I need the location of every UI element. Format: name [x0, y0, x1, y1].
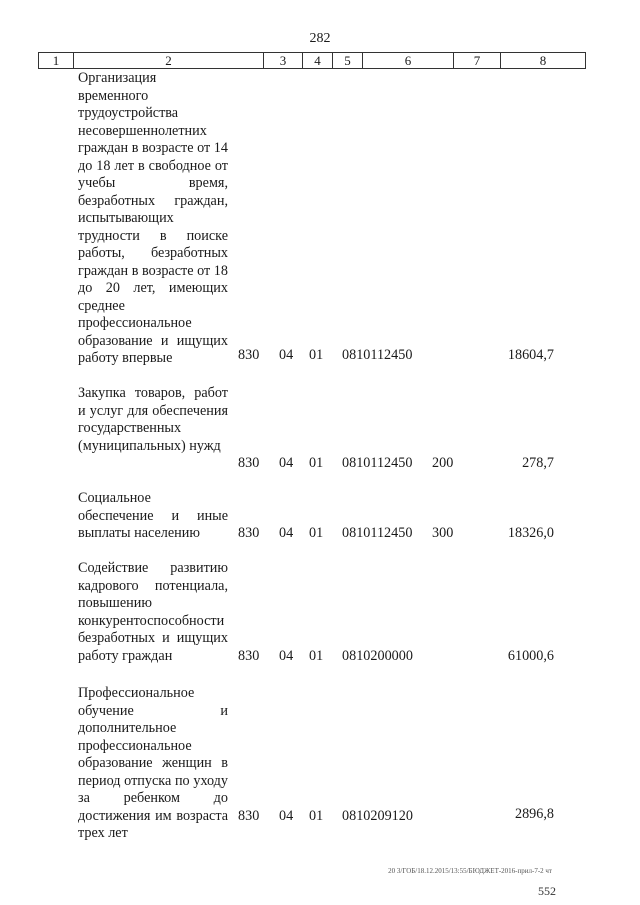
- row-5-col-4: 04: [279, 808, 294, 824]
- table-header-row: [38, 52, 586, 69]
- row-2-col-4: 04: [279, 455, 294, 471]
- row-2-col-6: 0810112450: [342, 455, 413, 471]
- row-5-col-8: 2896,8: [514, 806, 554, 822]
- row-3-col-7: 300: [432, 525, 454, 541]
- row-5-col-6: 0810209120: [342, 808, 413, 824]
- header-col-4: 4: [303, 53, 333, 68]
- row-5-col-5: 01: [309, 808, 324, 824]
- header-col-8: 8: [539, 53, 547, 68]
- header-col-1: 1: [39, 53, 74, 68]
- header-col-5: 5: [333, 53, 363, 68]
- row-3-col-8: 18326,0: [507, 525, 554, 541]
- row-1-col-6: 0810112450: [342, 347, 413, 363]
- header-col-6: 6: [363, 53, 454, 68]
- row-3-description: Социальное обеспечение и иные выплаты населению: [78, 490, 228, 541]
- row-2-col-7: 200: [432, 455, 454, 471]
- row-2-description: Закупка товаров, работ и услуг для обеспечения государственных (муниципальных) нужд: [78, 385, 228, 454]
- row-1-col-8: 18604,7: [507, 347, 554, 363]
- row-4-col-4: 04: [279, 648, 294, 664]
- row-4-col-5: 01: [309, 648, 324, 664]
- footer-document-code: 20 3/ГОБ/18.12.2015/13:55/БЮДЖЕТ-2016-прил-7-2 чт: [388, 867, 552, 875]
- row-5-col-3: 830: [238, 808, 260, 824]
- row-4-col-3: 830: [238, 648, 260, 664]
- row-2-col-8: 278,7: [522, 455, 554, 471]
- row-5-description: Профессиональное обучение и дополнительное профессиональное образование женщин в период отпуска по уходу за ребенком до достижения им возраста трех лет: [78, 685, 228, 841]
- row-2-col-5: 01: [309, 455, 324, 471]
- row-4-col-8: 61000,6: [507, 648, 554, 664]
- row-2-col-3: 830: [238, 455, 260, 471]
- row-3-col-6: 0810112450: [342, 525, 413, 541]
- row-4-col-6: 0810200000: [342, 648, 413, 664]
- header-col-7: 7: [454, 53, 501, 68]
- row-1-description: Организация временного трудоустройства несовершеннолетних граждан в возрасте от 14 до 18 лет в свободное от учебы время, безработных граждан, испытывающих трудности в поиске работы, безработных граждан в возрасте от 18 до 20 лет, имеющих среднее профессиональное образование и ищущих работу впервые: [78, 70, 228, 366]
- row-3-col-3: 830: [238, 525, 260, 541]
- header-col-3: 3: [264, 53, 303, 68]
- row-4-description: Содействие развитию кадрового потенциала, повышению конкурентоспособности безработных и ищущих работу граждан: [78, 560, 228, 664]
- row-1-col-3: 830: [238, 347, 260, 363]
- header-col-2: 2: [74, 53, 264, 68]
- page-number: 282: [309, 31, 331, 46]
- row-3-col-4: 04: [279, 525, 294, 541]
- row-1-col-4: 04: [279, 347, 294, 363]
- row-3-col-5: 01: [309, 525, 324, 541]
- sheet-number: 552: [538, 884, 556, 898]
- row-1-col-5: 01: [309, 347, 324, 363]
